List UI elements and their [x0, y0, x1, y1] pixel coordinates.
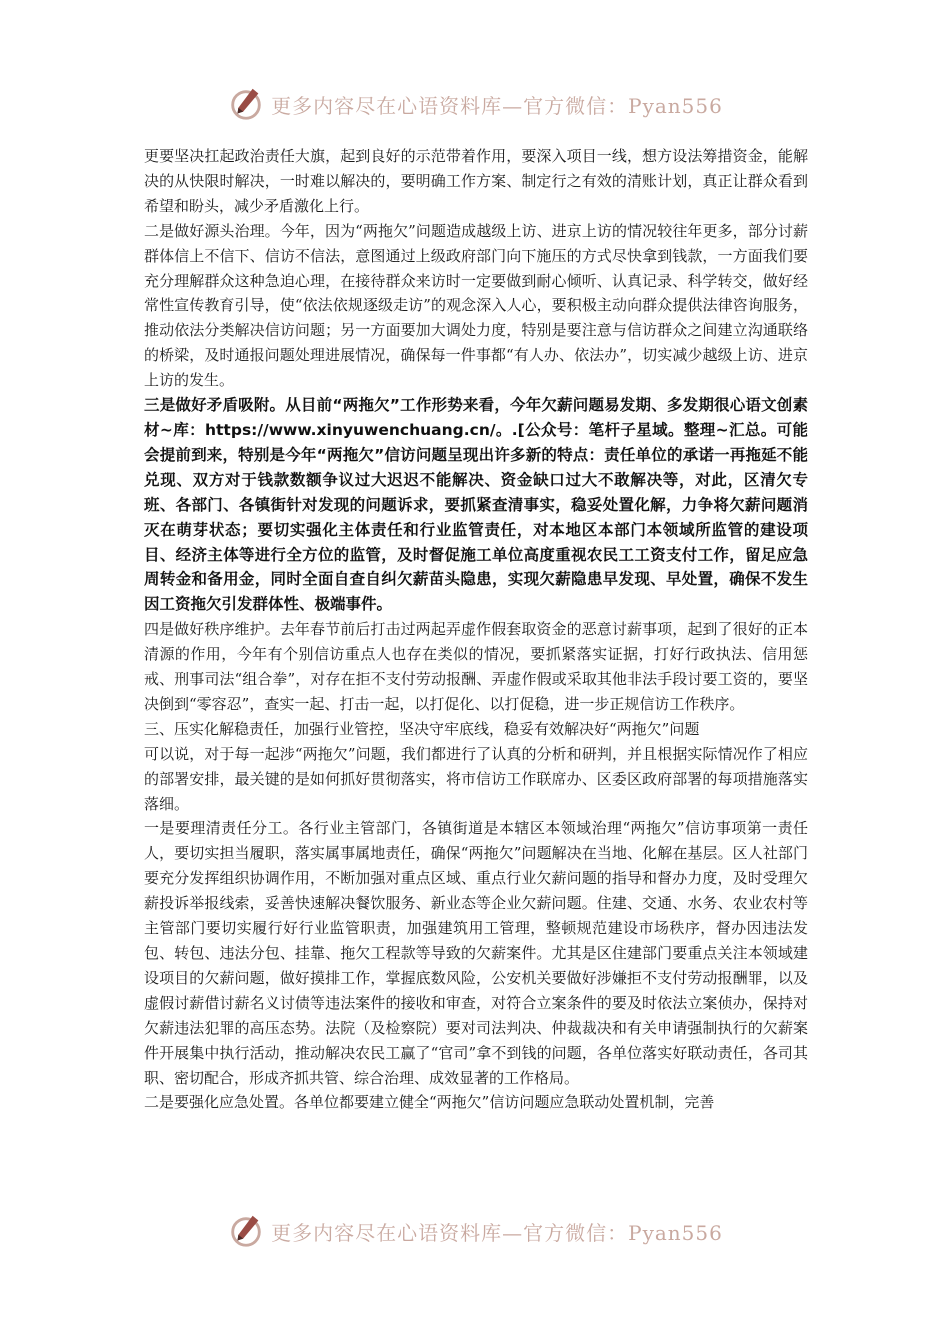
banner-text: 更多内容尽在心语资料库—官方微信：Pyan556 [271, 1220, 723, 1245]
footer-banner [0, 1209, 950, 1253]
pen-circle-logo-icon [227, 85, 265, 123]
paragraph: 四是做好秩序维护。去年春节前后打击过两起弄虚作假套取资金的恶意讨薪事项，起到了很好的正本清源的作用，今年有个别信访重点人也存在类似的情况，要抓紧落实证据，打好行政执法、信用惩戒、刑事司法“组合拳”，对存在拒不支付劳动报酬、弄虚作假或采取其他非法手段讨要工资的，要坚决倒到“零容忍”，查实一起、打击一起，以打促化、以打促稳，进一步正规信访工作秩序。 [144, 620, 808, 713]
paragraph: 二是做好源头治理。今年，因为“两拖欠”问题造成越级上访、进京上访的情况较往年更多，部分讨薪群体信上不信下、信访不信法，意图通过上级政府部门向下施压的方式尽快拿到钱款，一方面我们要充分理解群众这种急迫心理，在接待群众来访时一定要做到耐心倾听、认真记录、科学转交，做好经常性宣传教育引导，使“依法依规逐级走访”的观念深入人心，要积极主动向群众提供法律咨询服务，推动依法分类解决信访问题；另一方面要加大调处力度，特别是要注意与信访群众之间建立沟通联络的桥梁，及时通报问题处理进展情况，确保每一件事都“有人办、依法办”，切实减少越级上访、进京上访的发生。 [144, 221, 808, 390]
paragraph: 二是要强化应急处置。各单位都要建立健全“两拖欠”信访问题应急联动处置机制，完善 [144, 1093, 715, 1112]
section-heading: 三、压实化解稳责任，加强行业管控，坚决守牢底线，稳妥有效解决好“两拖欠”问题 [144, 719, 700, 738]
banner-text: 更多内容尽在心语资料库—官方微信：Pyan556 [271, 93, 723, 118]
paragraph-bold: 三是做好矛盾吸附。从目前“两拖欠”工作形势来看，今年欠薪问题易发期、多发期很心语文创素材~库：https://www.xinyuwenchuang.cn/。.[公众号：笔杆子星域。整理~汇总。可能会提前到来，特别是今年“两拖欠”信访问题呈现出许多新的特点：责任单位的承诺一再拖延不能兑现、双方对于钱款数额争议过大迟迟不能解决、资金缺口过大不敢解决等，对此，区清欠专班、各部门、各镇街针对发现的问题诉求，要抓紧查清事实，稳妥处置化解，力争将欠薪问题消灭在萌芽状态；要切实强化主体责任和行业监管责任，对本地区本部门本领域所监管的建设项目、经济主体等进行全方位的监管，及时督促施工单位高度重视农民工工资支付工作，留足应急周转金和备用金，同时全面自查自纠欠薪苗头隐患，实现欠薪隐患早发现、早处置，确保不发生因工资拖欠引发群体性、极端事件。 [144, 396, 808, 614]
document-body [144, 144, 808, 1115]
paragraph: 更要坚决扛起政治责任大旗，起到良好的示范带着作用，要深入项目一线，想方设法筹措资金，能解决的从快限时解决，一时难以解决的，要明确工作方案、制定行之有效的清账计划，真正让群众看到希望和盼头，减少矛盾激化上行。 [144, 147, 808, 215]
paragraph: 一是要理清责任分工。各行业主管部门，各镇街道是本辖区本领域治理“两拖欠”信访事项第一责任人，要切实担当履职，落实属事属地责任，确保“两拖欠”问题解决在当地、化解在基层。区人社部门要充分发挥组织协调作用，不断加强对重点区域、重点行业欠薪问题的指导和督办力度，及时受理欠薪投诉举报线索，妥善快速解决餐饮服务、新业态等企业欠薪问题。住建、交通、水务、农业农村等主管部门要切实履行好行业监管职责，加强建筑用工管理，整顿规范建设市场秩序，督办因违法发包、转包、违法分包、挂靠、拖欠工程款等导致的欠薪案件。尤其是区住建部门要重点关注本领域建设项目的欠薪问题，做好摸排工作，掌握底数风险，公安机关要做好涉嫌拒不支付劳动报酬罪，以及虚假讨薪借讨薪名义讨债等违法案件的接收和审查，对符合立案条件的要及时依法立案侦办，保持对欠薪违法犯罪的高压态势。法院（及检察院）要对司法判决、仲裁裁决和有关申请强制执行的欠薪案件开展集中执行活动，推动解决农民工赢了“官司”拿不到钱的问题，各单位落实好联动责任，各司其职、密切配合，形成齐抓共管、综合治理、成效显著的工作格局。 [144, 819, 808, 1087]
header-banner [0, 82, 950, 126]
pen-circle-logo-icon [227, 1212, 265, 1250]
paragraph: 可以说，对于每一起涉“两拖欠”问题，我们都进行了认真的分析和研判，并且根据实际情况作了相应的部署安排，最关键的是如何抓好贯彻落实，将市信访工作联席办、区委区政府部署的每项措施落实落细。 [144, 744, 808, 813]
